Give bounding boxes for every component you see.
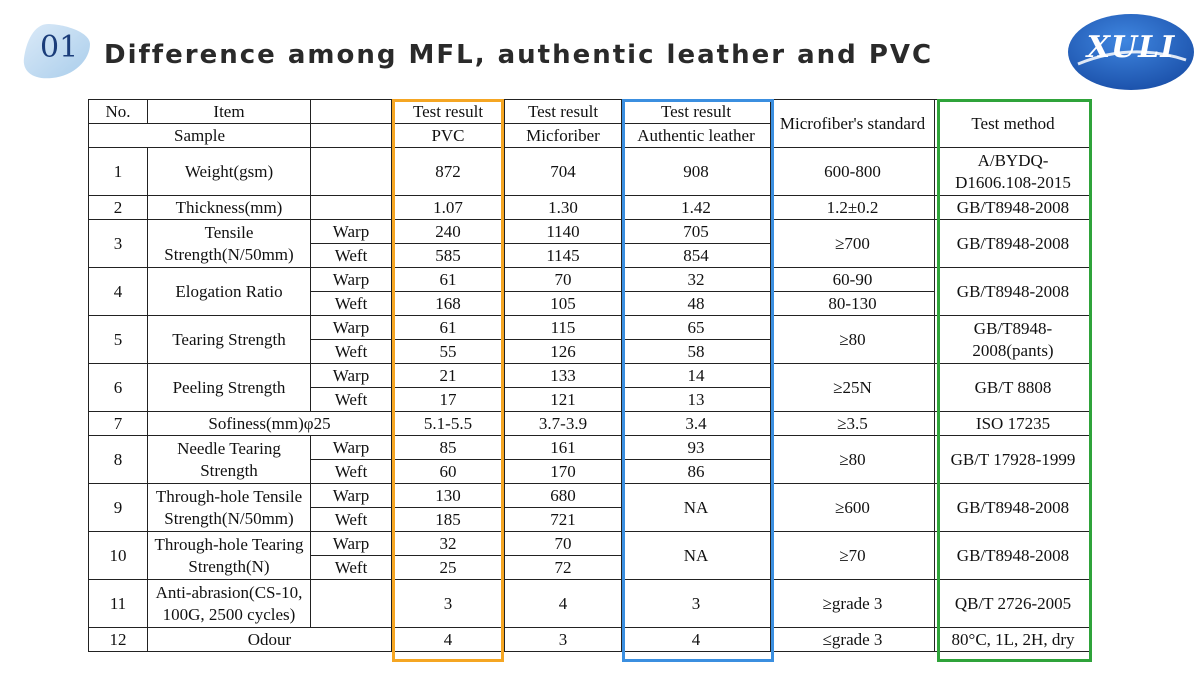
warp-label: Warp bbox=[311, 484, 392, 508]
micro-weft-value: 1145 bbox=[505, 244, 622, 268]
row-no: 6 bbox=[89, 364, 148, 412]
header-no: No. bbox=[89, 100, 148, 124]
warp-label: Warp bbox=[311, 268, 392, 292]
leather-weft-value: 854 bbox=[622, 244, 771, 268]
table-row bbox=[89, 580, 1092, 628]
leather-value: 4 bbox=[622, 628, 771, 652]
micro-warp-value: 680 bbox=[505, 484, 622, 508]
leather-warp-value: 93 bbox=[622, 436, 771, 460]
micro-value: 3 bbox=[505, 628, 622, 652]
table-row bbox=[89, 436, 1092, 460]
row-no: 3 bbox=[89, 220, 148, 268]
row-blank bbox=[311, 196, 392, 220]
table-row bbox=[89, 532, 1092, 556]
row-blank bbox=[311, 148, 392, 196]
table-row bbox=[89, 628, 1092, 652]
row-no: 1 bbox=[89, 148, 148, 196]
leather-value: NA bbox=[622, 484, 771, 532]
header-blank bbox=[311, 100, 392, 124]
standard-value: 1.2±0.2 bbox=[771, 196, 935, 220]
header-leather: Authentic leather bbox=[622, 124, 771, 148]
standard-value: ≥700 bbox=[771, 220, 935, 268]
table-row bbox=[89, 316, 1092, 340]
leather-weft-value: 48 bbox=[622, 292, 771, 316]
standard-value: ≤grade 3 bbox=[771, 628, 935, 652]
leather-value: 908 bbox=[622, 148, 771, 196]
method-value: GB/T 17928-1999 bbox=[935, 436, 1092, 484]
comparison-table bbox=[88, 99, 1092, 652]
standard-value: 600-800 bbox=[771, 148, 935, 196]
header-test-result-pvc: Test result bbox=[392, 100, 505, 124]
micro-weft-value: 72 bbox=[505, 556, 622, 580]
row-no: 11 bbox=[89, 580, 148, 628]
header-blank-2 bbox=[311, 124, 392, 148]
row-no: 7 bbox=[89, 412, 148, 436]
method-value: GB/T8948-2008 bbox=[935, 196, 1092, 220]
method-value: GB/T8948-2008 bbox=[935, 220, 1092, 268]
header-micro: Micforiber bbox=[505, 124, 622, 148]
pvc-value: 4 bbox=[392, 628, 505, 652]
micro-warp-value: 161 bbox=[505, 436, 622, 460]
weft-label: Weft bbox=[311, 556, 392, 580]
pvc-weft-value: 17 bbox=[392, 388, 505, 412]
row-item: Tearing Strength bbox=[148, 316, 311, 364]
table-row bbox=[89, 196, 1092, 220]
pvc-warp-value: 240 bbox=[392, 220, 505, 244]
header-test-result-micro: Test result bbox=[505, 100, 622, 124]
row-blank bbox=[311, 580, 392, 628]
method-value: GB/T8948-2008 bbox=[935, 484, 1092, 532]
micro-weft-value: 721 bbox=[505, 508, 622, 532]
pvc-weft-value: 168 bbox=[392, 292, 505, 316]
weft-label: Weft bbox=[311, 460, 392, 484]
micro-weft-value: 126 bbox=[505, 340, 622, 364]
leather-value: 1.42 bbox=[622, 196, 771, 220]
table-row bbox=[89, 268, 1092, 292]
standard-value: ≥600 bbox=[771, 484, 935, 532]
row-item: Tensile Strength(N/50mm) bbox=[148, 220, 311, 268]
header-row-1 bbox=[89, 100, 1092, 124]
leather-weft-value: 58 bbox=[622, 340, 771, 364]
pvc-warp-value: 130 bbox=[392, 484, 505, 508]
micro-value: 1.30 bbox=[505, 196, 622, 220]
row-item: Peeling Strength bbox=[148, 364, 311, 412]
weft-label: Weft bbox=[311, 508, 392, 532]
pvc-warp-value: 61 bbox=[392, 316, 505, 340]
method-value: GB/T8948-2008 bbox=[935, 532, 1092, 580]
row-item: Weight(gsm) bbox=[148, 148, 311, 196]
standard-value: ≥80 bbox=[771, 436, 935, 484]
standard-value: ≥80 bbox=[771, 316, 935, 364]
row-item: Elogation Ratio bbox=[148, 268, 311, 316]
warp-label: Warp bbox=[311, 316, 392, 340]
pvc-weft-value: 585 bbox=[392, 244, 505, 268]
leather-value: 3.4 bbox=[622, 412, 771, 436]
table-row bbox=[89, 412, 1092, 436]
method-value: GB/T8948-2008(pants) bbox=[935, 316, 1092, 364]
pvc-weft-value: 185 bbox=[392, 508, 505, 532]
row-item: Sofiness(mm)φ25 bbox=[148, 412, 392, 436]
weft-label: Weft bbox=[311, 244, 392, 268]
page-title: Difference among MFL, authentic leather and PVC bbox=[104, 40, 934, 70]
standard-value: ≥grade 3 bbox=[771, 580, 935, 628]
row-no: 8 bbox=[89, 436, 148, 484]
row-no: 4 bbox=[89, 268, 148, 316]
warp-label: Warp bbox=[311, 220, 392, 244]
row-no: 12 bbox=[89, 628, 148, 652]
method-value: GB/T 8808 bbox=[935, 364, 1092, 412]
header-method: Test method bbox=[935, 100, 1092, 148]
pvc-value: 5.1-5.5 bbox=[392, 412, 505, 436]
micro-warp-value: 115 bbox=[505, 316, 622, 340]
leather-warp-value: 705 bbox=[622, 220, 771, 244]
header-sample: Sample bbox=[89, 124, 311, 148]
header-test-result-leather: Test result bbox=[622, 100, 771, 124]
micro-warp-value: 70 bbox=[505, 532, 622, 556]
table-row bbox=[89, 364, 1092, 388]
leather-weft-value: 13 bbox=[622, 388, 771, 412]
standard-value: ≥25N bbox=[771, 364, 935, 412]
xuli-logo bbox=[1066, 12, 1196, 92]
pvc-weft-value: 60 bbox=[392, 460, 505, 484]
weft-label: Weft bbox=[311, 388, 392, 412]
micro-value: 4 bbox=[505, 580, 622, 628]
pvc-warp-value: 61 bbox=[392, 268, 505, 292]
row-no: 5 bbox=[89, 316, 148, 364]
section-number-badge bbox=[20, 22, 94, 80]
leather-value: 3 bbox=[622, 580, 771, 628]
header-pvc: PVC bbox=[392, 124, 505, 148]
logo-text: XULI bbox=[1086, 30, 1176, 65]
row-no: 2 bbox=[89, 196, 148, 220]
row-item: Through-hole Tensile Strength(N/50mm) bbox=[148, 484, 311, 532]
pvc-warp-value: 21 bbox=[392, 364, 505, 388]
warp-label: Warp bbox=[311, 532, 392, 556]
leather-warp-value: 14 bbox=[622, 364, 771, 388]
standard-value: ≥70 bbox=[771, 532, 935, 580]
pvc-warp-value: 32 bbox=[392, 532, 505, 556]
section-number: 01 bbox=[40, 30, 79, 65]
method-value: ISO 17235 bbox=[935, 412, 1092, 436]
method-value: 80°C, 1L, 2H, dry bbox=[935, 628, 1092, 652]
micro-value: 3.7-3.9 bbox=[505, 412, 622, 436]
row-item: Odour bbox=[148, 628, 392, 652]
table-row bbox=[89, 148, 1092, 196]
header-standard: Microfiber's standard bbox=[771, 100, 935, 148]
header-item: Item bbox=[148, 100, 311, 124]
leather-value: NA bbox=[622, 532, 771, 580]
pvc-weft-value: 55 bbox=[392, 340, 505, 364]
pvc-value: 3 bbox=[392, 580, 505, 628]
method-value: QB/T 2726-2005 bbox=[935, 580, 1092, 628]
leather-weft-value: 86 bbox=[622, 460, 771, 484]
row-item: Needle Tearing Strength bbox=[148, 436, 311, 484]
row-no: 10 bbox=[89, 532, 148, 580]
pvc-value: 1.07 bbox=[392, 196, 505, 220]
micro-value: 704 bbox=[505, 148, 622, 196]
weft-label: Weft bbox=[311, 292, 392, 316]
row-item: Anti-abrasion(CS-10, 100G, 2500 cycles) bbox=[148, 580, 311, 628]
method-value: A/BYDQ-D1606.108-2015 bbox=[935, 148, 1092, 196]
method-value: GB/T8948-2008 bbox=[935, 268, 1092, 316]
pvc-value: 872 bbox=[392, 148, 505, 196]
micro-weft-value: 105 bbox=[505, 292, 622, 316]
micro-weft-value: 170 bbox=[505, 460, 622, 484]
warp-label: Warp bbox=[311, 364, 392, 388]
table-row bbox=[89, 484, 1092, 508]
standard-weft-value: 80-130 bbox=[771, 292, 935, 316]
micro-warp-value: 1140 bbox=[505, 220, 622, 244]
table-row bbox=[89, 220, 1092, 244]
micro-warp-value: 70 bbox=[505, 268, 622, 292]
leather-warp-value: 32 bbox=[622, 268, 771, 292]
micro-warp-value: 133 bbox=[505, 364, 622, 388]
standard-value: ≥3.5 bbox=[771, 412, 935, 436]
weft-label: Weft bbox=[311, 340, 392, 364]
pvc-weft-value: 25 bbox=[392, 556, 505, 580]
row-no: 9 bbox=[89, 484, 148, 532]
standard-warp-value: 60-90 bbox=[771, 268, 935, 292]
pvc-warp-value: 85 bbox=[392, 436, 505, 460]
warp-label: Warp bbox=[311, 436, 392, 460]
leather-warp-value: 65 bbox=[622, 316, 771, 340]
micro-weft-value: 121 bbox=[505, 388, 622, 412]
row-item: Thickness(mm) bbox=[148, 196, 311, 220]
row-item: Through-hole Tearing Strength(N) bbox=[148, 532, 311, 580]
